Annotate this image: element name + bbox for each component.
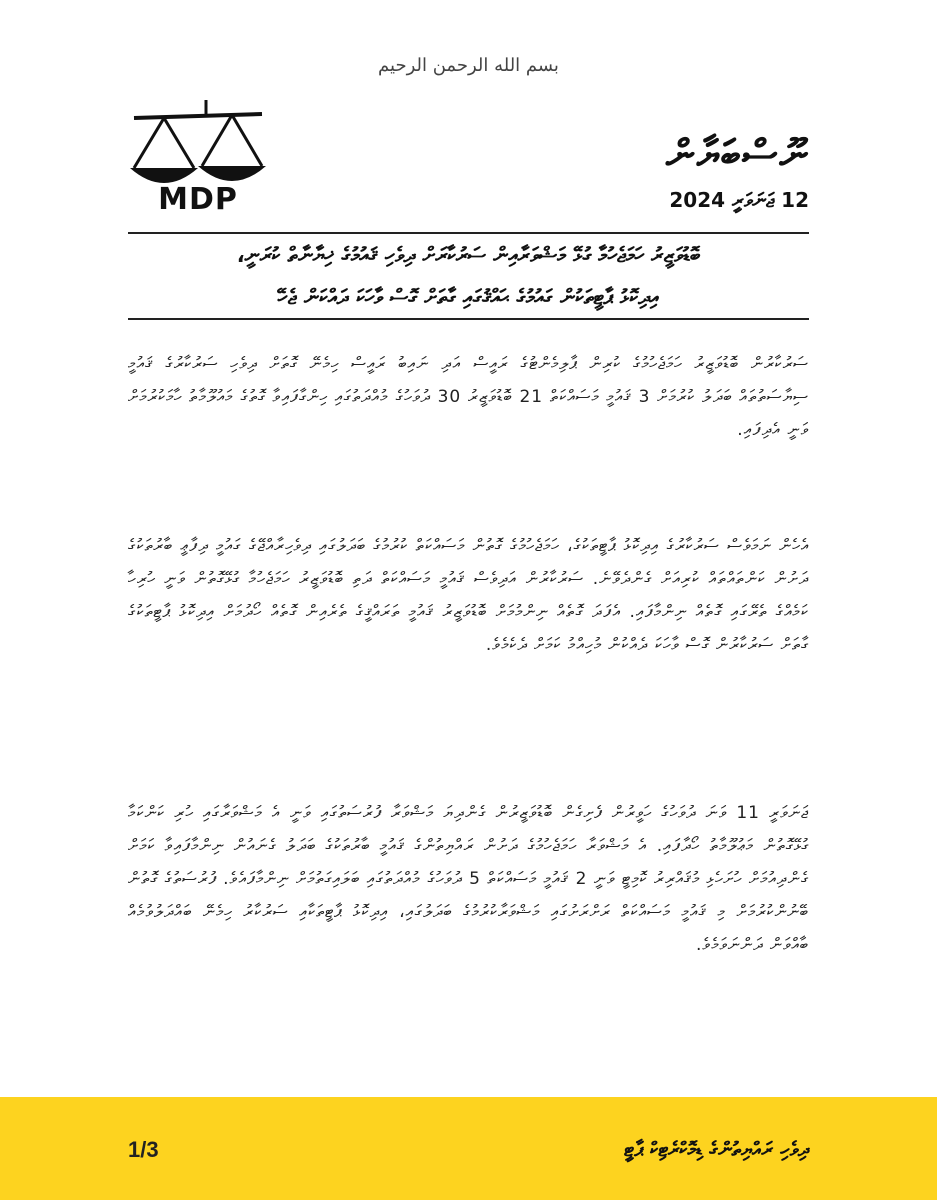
body-paragraph-2: އެހެން ނަމަވެސް ސަރުކާރުގެ އިދިކޮޅު ޕާޓީތަކުގެ، ހަމަޖެހުމުގެ ގޮތުން މަސައްކަތް ކުރުމުގެ ބަދަލުގައި ދިވެހިރާއްޖޭގެ ގައުމީ ދިފާޢީ ބާރުތަކުގެ ދަށުން ކަންތައްތައް ކުރިއަށް ގެންދެވޭނެ. ސަރުކާރުން އަދިވެސް ޤައުމީ މަސައްކަތް ދަތި ބޮޑުވަޒީރު ހަމަޖެހުމާ ގުޅޭގޮތުން ވަނީ ހުރިހާ ކަމެއްގެ ތެރޭގައި ގޮތެއް ނިންމާފައި. އެފަދަ ގޮތެއް ނިންމުމަށް ބޮޑުވަޒީރު ޤައުމީ ތަރައްޤީގެ ތެރެއިން ގޮތެއް ހޯދުމަށް އިދިކޮޅު ޕާޓީތަކުގެ ގާތަށް ސަރުކާރުން ގޮސް ވާހަކަ ދެއްކުން މުހިއްމު ކަމަށް ދެކެމެވެ. <box>128 536 809 655</box>
headline-line-2: އިދިކޮޅު ޕާޓީތަކުން ގައުމުގެ ޙައްޤުގައި ގާތަށް ގޮސް ވާހަކަ ދައްކަން ޖެހޭ <box>277 285 660 309</box>
logo-text: MDP <box>158 182 238 217</box>
page-number: 1/3 <box>128 1137 159 1162</box>
scales-of-justice-icon <box>128 98 268 188</box>
footer-party-name: ދިވެހި ރައްޔިތުންގެ ޑިމޮކްރެޓިކް ޕާޓީ <box>623 1137 809 1161</box>
document-date: 12 ޖަނަވަރީ 2024 <box>669 188 809 212</box>
document-title: ނޫސްބަޔާން <box>666 132 809 178</box>
headline <box>128 232 809 320</box>
headline-line-1: ބޮޑުވަޒީރު ހަމަޖެހުމާ ގުޅޭ މަޝްވަރާއިން ސަރުކާރަށް ދިވެހި ޤައުމުގެ ޚިޔާނާތް ކުރަނީ، <box>236 243 701 267</box>
body-paragraph-1: ސަރުކާރުން ބޮޑުވަޒީރު ހަމަޖެހުމުގެ ކުރިން ޕާލިމެންޓުގެ ރައީސް އަދި ނައިބު ރައީސް ހިމެނޭ ގޮތަށް ދިވެހި ސަރުކާރުގެ ޤައުމީ ސިޔާސަތުތައް ބަދަލު ކުރުމަށް 3 ޤައުމީ މަސައްކަތް 21 ބޮޑުވަޒީރު 30 ދުވަހުގެ މުއްދަތުގައި ހިންގާފައިވާ ގޮތުގެ މައުލޫމާތު ހާމަކުރުމަށް ވަނީ އެދިފައި. <box>128 354 809 440</box>
mdp-logo <box>128 98 268 218</box>
body-paragraph-3: ޖަނަވަރީ 11 ވަނަ ދުވަހުގެ ހަވީރުން ފެށިގެން ބޮޑުވަޒީރުން ގެންދިޔަ މަޝްވަރާ ފުރުސަތުގައި ވަނީ އެ މަޝްވަރާގައި ހުރި ކަންކަމާ ގުޅޭގޮތުން މަޢުލޫމާތު ހޯދާފައި. އެ މަޝްވަރާ ހަމަޖެހުމުގެ ދަށުން ރައްޔިތުންގެ ޤައުމީ ބާރުތަކުގެ ބަދަލު ގެނައުން ނިންމާފައިވާ ކަމަށް ގެންދިއުމަށް ހުށަހެޅި މުޤައްރިރު ކޮމިޓީ ވަނީ 2 ޤައުމީ މަސައްކަތް 5 ދުވަހުގެ މުއްދަތުގައި ބަލައިގަތުމަށް ނިންމާފައެވެ. ފުރުސަތުގެ ގޮތުން ބޭނުންކުރުމަށް މި ޤައުމީ މަސައްކަތް ރަށްރަށުގައި މަޝްވަރާކުރުމުގެ ބަދަލުގައި، އިދިކޮޅު ޕާޓީތަކާއި ސަރުކާރު ހިމެނޭ ބައްދަލުވުމެއް ބާއްވަން ދަންނަވަމެވެ. <box>128 803 810 955</box>
headline-bottom-rule <box>128 318 809 320</box>
bismillah-calligraphy: بسم الله الرحمن الرحيم <box>378 55 559 76</box>
footer-bar <box>0 1097 937 1200</box>
